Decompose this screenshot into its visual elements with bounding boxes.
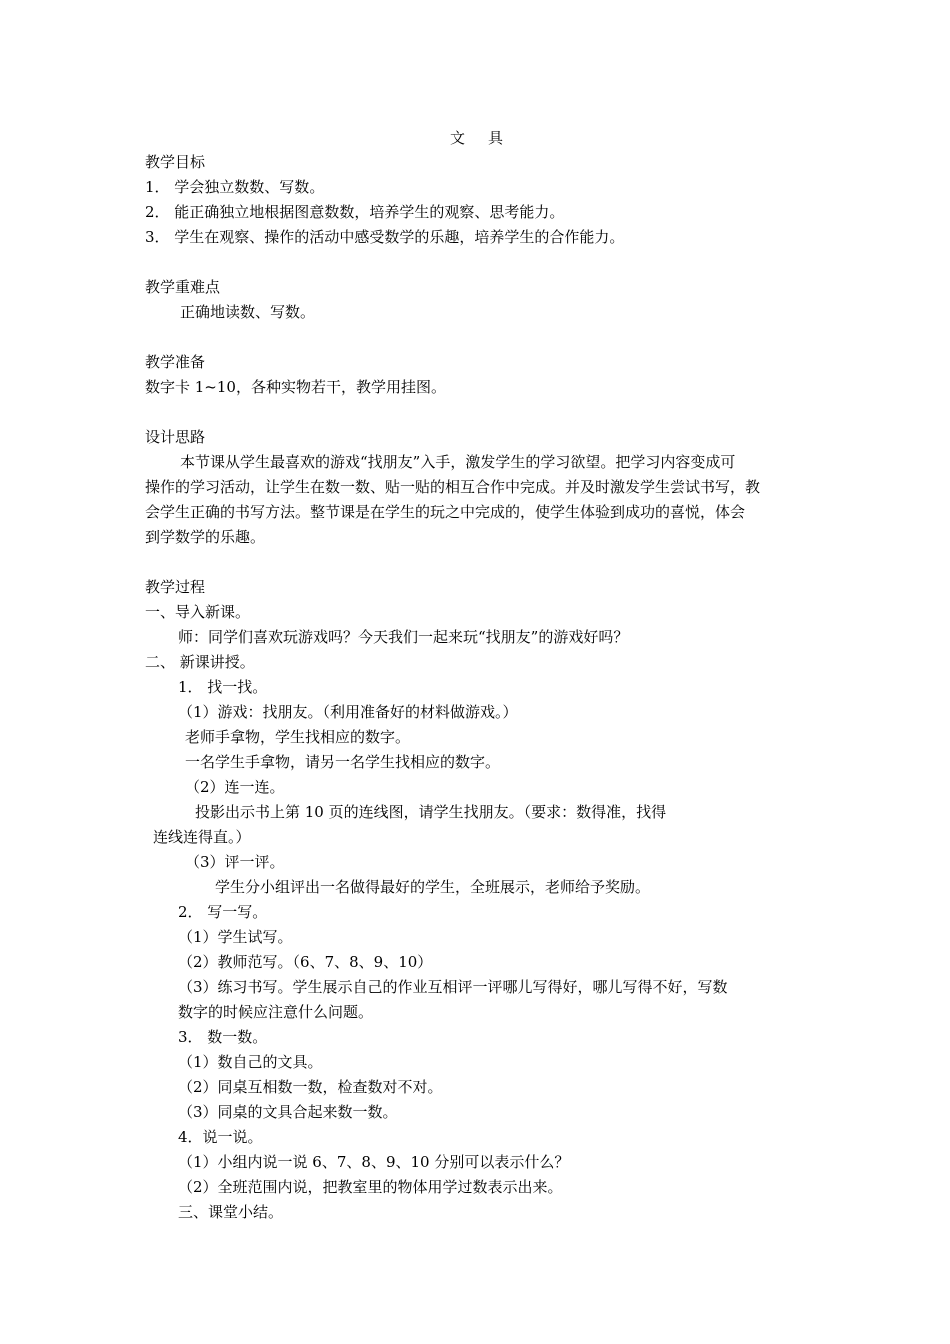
process-line: 一名学生手拿物，请另一名学生找相应的数字。 xyxy=(185,753,501,771)
process-line: （1）数自己的文具。 xyxy=(178,1053,323,1071)
process-line: （2）连一连。 xyxy=(185,778,285,796)
objectives-heading: 教学目标 xyxy=(145,153,206,171)
objective-item: 3． 学生在观察、操作的活动中感受数学的乐趣，培养学生的合作能力。 xyxy=(145,228,625,246)
process-line: 三、课堂小结。 xyxy=(178,1203,284,1221)
process-line: （1）学生试写。 xyxy=(178,928,293,946)
process-line: 一、导入新课。 xyxy=(145,603,251,621)
objective-item: 1． 学会独立数数、写数。 xyxy=(145,178,325,196)
process-line: 二、 新课讲授。 xyxy=(145,653,255,671)
preparation-heading: 教学准备 xyxy=(145,353,206,371)
process-line: 师：同学们喜欢玩游戏吗？今天我们一起来玩“找朋友”的游戏好吗？ xyxy=(178,628,629,646)
page-title: 文 具 xyxy=(450,129,508,147)
key-points-heading: 教学重难点 xyxy=(145,278,221,296)
process-line: （3）同桌的文具合起来数一数。 xyxy=(178,1103,398,1121)
objective-item: 2． 能正确独立地根据图意数数，培养学生的观察、思考能力。 xyxy=(145,203,565,221)
process-line: 1． 找一找。 xyxy=(178,678,268,696)
design-line: 本节课从学生最喜欢的游戏“找朋友”入手，激发学生的学习欲望。把学习内容变成可 xyxy=(180,453,736,471)
process-line: 3． 数一数。 xyxy=(178,1028,268,1046)
process-line: （2）同桌互相数一数，检查数对不对。 xyxy=(178,1078,443,1096)
design-line: 到学数学的乐趣。 xyxy=(145,528,266,546)
process-line: （3）评一评。 xyxy=(185,853,285,871)
preparation-text: 数字卡 1~10，各种实物若干，教学用挂图。 xyxy=(145,378,446,396)
process-line: 连线连得直。） xyxy=(153,828,251,846)
process-line: （2）教师范写。（6、7、8、9、10） xyxy=(178,953,433,971)
key-points-text: 正确地读数、写数。 xyxy=(180,303,316,321)
process-line: 老师手拿物，学生找相应的数字。 xyxy=(185,728,411,746)
process-line: 学生分小组评出一名做得最好的学生，全班展示，老师给予奖励。 xyxy=(215,878,651,896)
process-line: （2）全班范围内说，把教室里的物体用学过数表示出来。 xyxy=(178,1178,563,1196)
process-line: 数字的时候应注意什么问题。 xyxy=(178,1003,374,1021)
process-line: （3）练习书写。学生展示自己的作业互相评一评哪儿写得好，哪儿写得不好，写数 xyxy=(178,978,728,996)
design-line: 操作的学习活动，让学生在数一数、贴一贴的相互合作中完成。并及时激发学生尝试书写，教 xyxy=(145,478,761,496)
design-line: 会学生正确的书写方法。整节课是在学生的玩之中完成的，使学生体验到成功的喜悦，体会 xyxy=(145,503,746,521)
design-heading: 设计思路 xyxy=(145,428,206,446)
process-line: （1）小组内说一说 6、7、8、9、10 分别可以表示什么？ xyxy=(178,1153,570,1171)
process-line: （1）游戏：找朋友。（利用准备好的材料做游戏。） xyxy=(178,703,518,721)
process-heading: 教学过程 xyxy=(145,578,206,596)
process-line: 2． 写一写。 xyxy=(178,903,268,921)
process-line: 投影出示书上第 10 页的连线图，请学生找朋友。（要求：数得准，找得 xyxy=(195,803,667,821)
process-line: 4．说一说。 xyxy=(178,1128,263,1146)
